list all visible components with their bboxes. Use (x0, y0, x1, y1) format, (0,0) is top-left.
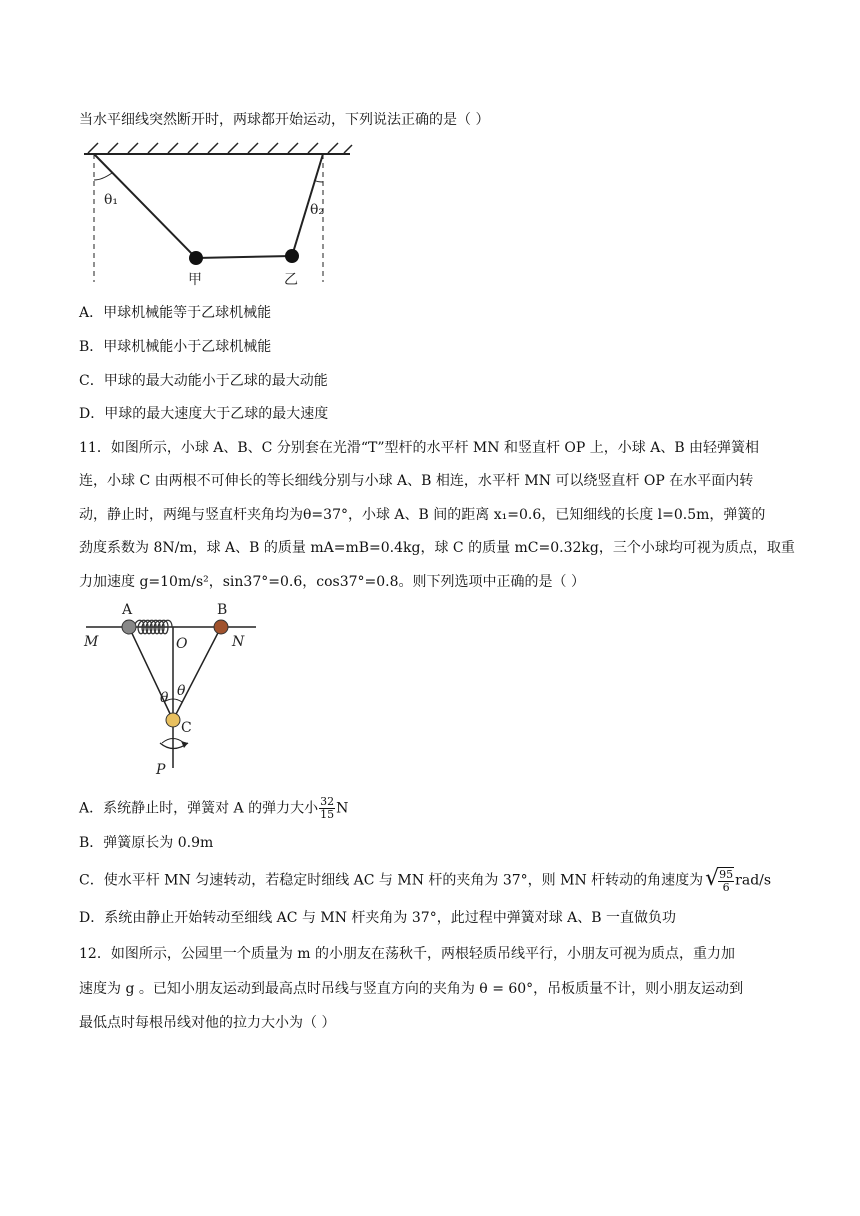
q11-option-a-text: A．系统静止时，弹簧对 A 的弹力大小 (79, 800, 319, 817)
label-theta-left: θ (160, 690, 169, 706)
label-c: C (181, 720, 192, 736)
label-n: N (232, 634, 245, 650)
unit-newton: N (336, 800, 349, 817)
theta2-label: θ₂ (310, 202, 325, 218)
ball-a (122, 620, 136, 634)
q11-option-b: B．弹簧原长为 0.9m (79, 835, 214, 851)
fraction-32-15: $\frac{32}{15}$ (320, 795, 335, 821)
q11-option-c (79, 867, 771, 894)
ball-c (166, 713, 180, 727)
q10-stem: 当水平细线突然断开时，两球都开始运动，下列说法正确的是（ ） (79, 112, 490, 128)
ball-b (214, 620, 228, 634)
unit-rad-per-s: rad/s (735, 872, 772, 889)
jia-label: 甲 (188, 272, 202, 288)
q11-stem-line4: 劲度系数为 8N/m，球 A、B 的质量 mA=mB=0.4kg，球 C 的质量 mC=0.32kg，三个小球均可视为质点，取重 (79, 540, 795, 556)
q10-option-c: C．甲球的最大动能小于乙球的最大动能 (79, 373, 328, 389)
q12-stem-line2: 速度为 g 。已知小朋友运动到最高点时吊线与竖直方向的夹角为 θ = 60°，吊板质量不计，则小朋友运动到 (79, 981, 744, 997)
label-p: P (156, 762, 166, 778)
ball-yi (285, 249, 299, 263)
label-m: M (84, 634, 99, 650)
q11-stem-line5: 力加速度 g=10m/s²，sin37°=0.6，cos37°=0.8。则下列选项中正确的是（ ） (79, 574, 585, 590)
q11-t-rod-figure (80, 598, 260, 783)
q11-option-c-text: C．使水平杆 MN 匀速转动，若稳定时细线 AC 与 MN 杆的夹角为 37°，则 MN 杆转动的角速度为 (79, 872, 704, 889)
q12-stem-line3: 最低点时每根吊线对他的拉力大小为（ ） (79, 1015, 336, 1031)
q11-stem-line3: 动，静止时，两绳与竖直杆夹角均为θ=37°，小球 A、B 间的距离 x₁=0.6，已知细线的长度 l=0.5m，弹簧的 (79, 507, 766, 523)
ceiling-hatch (88, 143, 352, 153)
label-a: A (122, 602, 133, 618)
q10-pendulum-figure (76, 140, 366, 290)
q12-stem-line1: 12．如图所示，公园里一个质量为 m 的小朋友在荡秋千，两根轻质吊线平行，小朋友可视为质点，重力加 (79, 946, 735, 962)
ball-jia (189, 251, 203, 265)
label-b: B (217, 602, 228, 618)
q11-option-a (79, 796, 348, 821)
q11-option-d: D．系统由静止开始转动至细线 AC 与 MN 杆夹角为 37°，此过程中弹簧对球 A、B 一直做负功 (79, 910, 676, 926)
q10-option-a: A．甲球机械能等于乙球机械能 (79, 305, 272, 321)
theta1-label: θ₁ (104, 192, 119, 208)
q11-stem-line2: 连，小球 C 由两根不可伸长的等长细线分别与小球 A、B 相连，水平杆 MN 可以绕竖直杆 OP 在水平面内转 (79, 473, 754, 489)
yi-label: 乙 (284, 272, 298, 288)
sqrt-95-6: √ $\frac{95}{6}$ (705, 866, 734, 894)
label-theta-right: θ (177, 683, 186, 699)
label-o: O (176, 636, 188, 652)
q10-option-d: D．甲球的最大速度大于乙球的最大速度 (79, 406, 329, 422)
q10-option-b: B．甲球机械能小于乙球机械能 (79, 339, 272, 355)
q11-stem-line1: 11．如图所示，小球 A、B、C 分别套在光滑“T”型杆的水平杆 MN 和竖直杆 OP 上，小球 A、B 由轻弹簧相 (79, 440, 760, 456)
